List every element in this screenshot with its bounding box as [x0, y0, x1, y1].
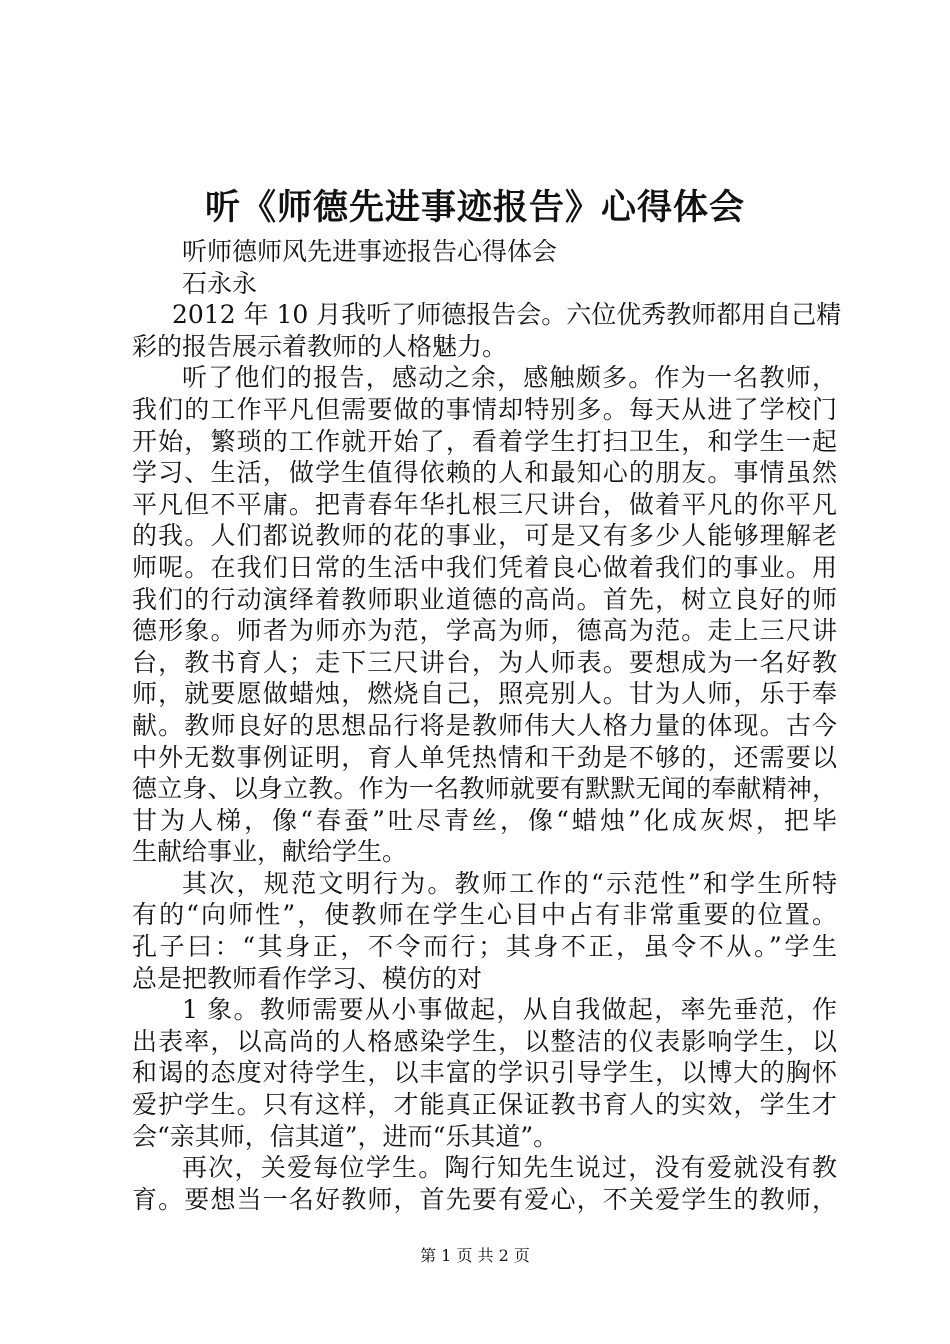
- page-number-footer: 第 1 页 共 2 页: [420, 1246, 530, 1265]
- body-line: 爱护学生。只有这样，才能真正保证教书育人的实效，学生才: [132, 1090, 837, 1120]
- body-line: 德形象。师者为师亦为范，学高为师，德高为范。走上三尺讲: [132, 616, 837, 646]
- body-line: 孔子曰：“其身正，不令而行；其身不正，虽令不从。”学生: [132, 932, 837, 962]
- author-line: 石永永: [182, 268, 258, 298]
- body-line: 学习、生活，做学生值得依赖的人和最知心的朋友。事情虽然: [132, 458, 837, 488]
- body-line: 台，教书育人；走下三尺讲台，为人师表。要想成为一名好教: [132, 647, 837, 677]
- body-line: 和谒的态度对待学生，以丰富的学识引导学生，以博大的胸怀: [132, 1058, 837, 1088]
- body-line: 我们的行动演绎着教师职业道德的高尚。首先，树立良好的师: [132, 584, 837, 614]
- body-line: 德立身、以身立教。作为一名教师就要有默默无闻的奉献精神，: [132, 774, 837, 804]
- body-line: 1 象。教师需要从小事做起，从自我做起，率先垂范，作: [182, 995, 837, 1025]
- body-line: 总是把教师看作学习、模仿的对: [132, 963, 483, 993]
- body-line: 其次，规范文明行为。教师工作的“示范性”和学生所特: [182, 868, 837, 898]
- body-line: 师呢。在我们日常的生活中我们凭着良心做着我们的事业。用: [132, 552, 837, 582]
- body-line: 2012 年 10 月我听了师德报告会。六位优秀教师都用自己精: [172, 300, 842, 330]
- body-line: 甘为人梯，像“春蚕”吐尽青丝，像“蜡烛”化成灰烬，把毕: [132, 805, 837, 835]
- body-line: 彩的报告展示着教师的人格魅力。: [132, 331, 508, 361]
- body-line: 我们的工作平凡但需要做的事情却特别多。每天从进了学校门: [132, 394, 837, 424]
- body-line: 再次，关爱每位学生。陶行知先生说过，没有爱就没有教: [182, 1153, 837, 1183]
- body-line: 有的“向师性”，使教师在学生心目中占有非常重要的位置。: [132, 900, 837, 930]
- body-line: 听了他们的报告，感动之余，感触颇多。作为一名教师，: [182, 363, 837, 393]
- subtitle-line: 听师德师风先进事迹报告心得体会: [182, 237, 558, 266]
- document-body: [132, 236, 842, 1215]
- body-line: 的我。人们都说教师的花的事业，可是又有多少人能够理解老: [132, 521, 837, 551]
- body-line: 出表率，以高尚的人格感染学生，以整洁的仪表影响学生，以: [132, 1026, 837, 1056]
- document-title: 听《师德先进事迹报告》心得体会: [204, 187, 745, 228]
- body-line: 开始，繁琐的工作就开始了，看着学生打扫卫生，和学生一起: [132, 426, 837, 456]
- body-line: 平凡但不平庸。把青春年华扎根三尺讲台，做着平凡的你平凡: [132, 489, 837, 519]
- body-line: 献。教师良好的思想品行将是教师伟大人格力量的体现。古今: [132, 710, 837, 740]
- body-line: 中外无数事例证明，育人单凭热情和干劲是不够的，还需要以: [132, 742, 837, 772]
- body-line: 育。要想当一名好教师，首先要有爱心，不关爱学生的教师，: [132, 1184, 837, 1214]
- body-line: 师，就要愿做蜡烛，燃烧自己，照亮别人。甘为人师，乐于奉: [132, 679, 837, 709]
- body-line: 会“亲其师，信其道”，进而“乐其道”。: [132, 1121, 559, 1151]
- body-line: 生献给事业，献给学生。: [132, 837, 408, 867]
